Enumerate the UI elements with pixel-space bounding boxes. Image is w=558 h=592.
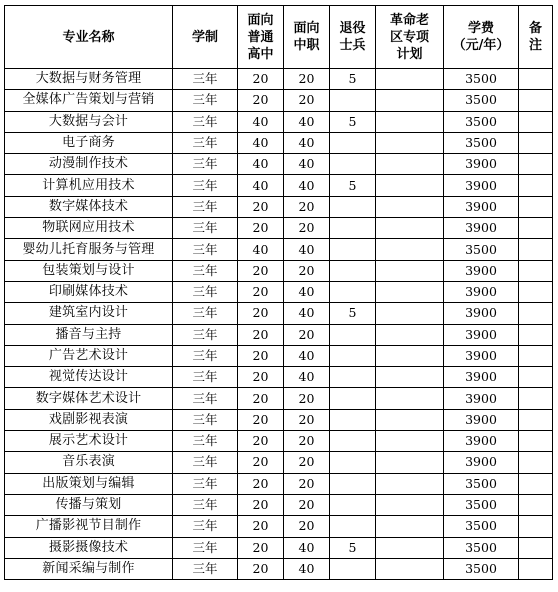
cell-major-name: 音乐表演 xyxy=(5,452,173,473)
cell-tuition: 3900 xyxy=(444,388,519,409)
cell-veterans xyxy=(330,90,376,111)
table-row xyxy=(5,132,553,153)
cell-vocational-school: 40 xyxy=(284,154,330,175)
cell-veterans xyxy=(330,409,376,430)
cell-tuition: 3500 xyxy=(444,516,519,537)
cell-vocational-school: 20 xyxy=(284,494,330,515)
cell-duration: 三年 xyxy=(173,111,238,132)
table-row xyxy=(5,175,553,196)
cell-general-high-school: 20 xyxy=(238,367,284,388)
cell-vocational-school: 40 xyxy=(284,367,330,388)
cell-vocational-school: 20 xyxy=(284,431,330,452)
cell-remarks xyxy=(519,303,553,324)
cell-vocational-school: 20 xyxy=(284,69,330,90)
cell-revolutionary-area-plan xyxy=(376,196,444,217)
header-revolutionary-area-plan xyxy=(376,6,444,69)
table-row xyxy=(5,494,553,515)
cell-veterans xyxy=(330,431,376,452)
cell-remarks xyxy=(519,281,553,302)
header-general-high-school-line: 面向 xyxy=(247,12,274,28)
cell-duration: 三年 xyxy=(173,260,238,281)
cell-remarks xyxy=(519,260,553,281)
cell-revolutionary-area-plan xyxy=(376,324,444,345)
cell-veterans: 5 xyxy=(330,111,376,132)
table-row xyxy=(5,537,553,558)
cell-general-high-school: 20 xyxy=(238,281,284,302)
cell-duration: 三年 xyxy=(173,409,238,430)
cell-tuition: 3500 xyxy=(444,132,519,153)
cell-tuition: 3900 xyxy=(444,175,519,196)
cell-revolutionary-area-plan xyxy=(376,69,444,90)
cell-remarks xyxy=(519,537,553,558)
cell-remarks xyxy=(519,175,553,196)
enrollment-table xyxy=(4,5,553,580)
header-revolutionary-area-plan-line: 区专项 xyxy=(389,29,429,45)
cell-tuition: 3900 xyxy=(444,452,519,473)
cell-vocational-school: 20 xyxy=(284,218,330,239)
cell-tuition: 3900 xyxy=(444,154,519,175)
cell-remarks xyxy=(519,239,553,260)
table-row xyxy=(5,154,553,175)
cell-vocational-school: 40 xyxy=(284,111,330,132)
cell-duration: 三年 xyxy=(173,218,238,239)
cell-veterans xyxy=(330,452,376,473)
header-major-name xyxy=(5,6,173,69)
table-row xyxy=(5,239,553,260)
cell-tuition: 3900 xyxy=(444,345,519,366)
cell-remarks xyxy=(519,218,553,239)
cell-tuition: 3500 xyxy=(444,558,519,579)
cell-revolutionary-area-plan xyxy=(376,132,444,153)
cell-remarks xyxy=(519,132,553,153)
header-revolutionary-area-plan-line: 计划 xyxy=(396,46,423,62)
cell-general-high-school: 40 xyxy=(238,132,284,153)
cell-veterans xyxy=(330,388,376,409)
header-veterans-line: 退役 xyxy=(339,21,366,36)
cell-revolutionary-area-plan xyxy=(376,388,444,409)
cell-tuition: 3900 xyxy=(444,196,519,217)
table-row xyxy=(5,409,553,430)
cell-tuition: 3900 xyxy=(444,324,519,345)
header-veterans-line: 士兵 xyxy=(339,38,366,53)
cell-revolutionary-area-plan xyxy=(376,409,444,430)
cell-remarks xyxy=(519,452,553,473)
cell-tuition: 3500 xyxy=(444,494,519,515)
cell-remarks xyxy=(519,90,553,111)
cell-major-name: 传播与策划 xyxy=(5,494,173,515)
cell-revolutionary-area-plan xyxy=(376,154,444,175)
table-row xyxy=(5,281,553,302)
cell-veterans xyxy=(330,367,376,388)
cell-major-name: 新闻采编与制作 xyxy=(5,558,173,579)
cell-major-name: 播音与主持 xyxy=(5,324,173,345)
cell-vocational-school: 40 xyxy=(284,537,330,558)
cell-veterans: 5 xyxy=(330,303,376,324)
cell-revolutionary-area-plan xyxy=(376,175,444,196)
cell-major-name: 大数据与财务管理 xyxy=(5,69,173,90)
cell-vocational-school: 20 xyxy=(284,516,330,537)
cell-veterans xyxy=(330,345,376,366)
cell-vocational-school: 40 xyxy=(284,175,330,196)
enrollment-table-container xyxy=(4,5,553,580)
cell-remarks xyxy=(519,388,553,409)
cell-general-high-school: 40 xyxy=(238,239,284,260)
cell-veterans xyxy=(330,324,376,345)
header-remarks-line: 备 xyxy=(528,21,542,36)
cell-major-name: 戏剧影视表演 xyxy=(5,409,173,430)
cell-major-name: 计算机应用技术 xyxy=(5,175,173,196)
cell-major-name: 广告艺术设计 xyxy=(5,345,173,366)
cell-remarks xyxy=(519,111,553,132)
table-body xyxy=(5,69,553,580)
cell-major-name: 电子商务 xyxy=(5,132,173,153)
cell-tuition: 3900 xyxy=(444,303,519,324)
cell-duration: 三年 xyxy=(173,388,238,409)
cell-tuition: 3900 xyxy=(444,281,519,302)
cell-vocational-school: 20 xyxy=(284,90,330,111)
table-row xyxy=(5,69,553,90)
cell-tuition: 3900 xyxy=(444,367,519,388)
cell-duration: 三年 xyxy=(173,239,238,260)
cell-tuition: 3500 xyxy=(444,111,519,132)
header-tuition xyxy=(444,6,519,69)
table-row xyxy=(5,303,553,324)
cell-remarks xyxy=(519,367,553,388)
cell-remarks xyxy=(519,409,553,430)
cell-duration: 三年 xyxy=(173,367,238,388)
header-veterans xyxy=(330,6,376,69)
cell-remarks xyxy=(519,431,553,452)
table-row xyxy=(5,218,553,239)
cell-remarks xyxy=(519,473,553,494)
cell-general-high-school: 20 xyxy=(238,409,284,430)
cell-revolutionary-area-plan xyxy=(376,558,444,579)
cell-vocational-school: 40 xyxy=(284,239,330,260)
table-row xyxy=(5,431,553,452)
cell-general-high-school: 20 xyxy=(238,537,284,558)
cell-tuition: 3500 xyxy=(444,537,519,558)
cell-duration: 三年 xyxy=(173,281,238,302)
cell-major-name: 婴幼儿托育服务与管理 xyxy=(5,239,173,260)
table-row xyxy=(5,90,553,111)
cell-revolutionary-area-plan xyxy=(376,494,444,515)
cell-tuition: 3900 xyxy=(444,218,519,239)
cell-tuition: 3500 xyxy=(444,90,519,111)
cell-vocational-school: 40 xyxy=(284,345,330,366)
cell-vocational-school: 40 xyxy=(284,558,330,579)
cell-vocational-school: 20 xyxy=(284,260,330,281)
cell-vocational-school: 40 xyxy=(284,132,330,153)
cell-duration: 三年 xyxy=(173,452,238,473)
cell-general-high-school: 20 xyxy=(238,69,284,90)
cell-tuition: 3500 xyxy=(444,473,519,494)
cell-major-name: 数字媒体艺术设计 xyxy=(5,388,173,409)
table-row xyxy=(5,345,553,366)
cell-vocational-school: 20 xyxy=(284,452,330,473)
table-row xyxy=(5,516,553,537)
cell-duration: 三年 xyxy=(173,537,238,558)
cell-veterans: 5 xyxy=(330,537,376,558)
table-row xyxy=(5,388,553,409)
cell-general-high-school: 20 xyxy=(238,494,284,515)
cell-general-high-school: 20 xyxy=(238,90,284,111)
cell-remarks xyxy=(519,558,553,579)
cell-revolutionary-area-plan xyxy=(376,218,444,239)
cell-tuition: 3900 xyxy=(444,409,519,430)
cell-duration: 三年 xyxy=(173,324,238,345)
cell-remarks xyxy=(519,69,553,90)
cell-tuition: 3500 xyxy=(444,69,519,90)
cell-general-high-school: 20 xyxy=(238,516,284,537)
table-row xyxy=(5,260,553,281)
cell-veterans xyxy=(330,239,376,260)
cell-major-name: 动漫制作技术 xyxy=(5,154,173,175)
cell-veterans xyxy=(330,281,376,302)
cell-general-high-school: 20 xyxy=(238,452,284,473)
table-row xyxy=(5,196,553,217)
cell-revolutionary-area-plan xyxy=(376,473,444,494)
cell-revolutionary-area-plan xyxy=(376,303,444,324)
cell-veterans xyxy=(330,154,376,175)
cell-tuition: 3900 xyxy=(444,260,519,281)
header-tuition-line: 学费 xyxy=(467,21,494,36)
cell-revolutionary-area-plan xyxy=(376,345,444,366)
header-major-name-line: 专业名称 xyxy=(62,29,115,45)
cell-remarks xyxy=(519,494,553,515)
cell-major-name: 全媒体广告策划与营销 xyxy=(5,90,173,111)
cell-revolutionary-area-plan xyxy=(376,367,444,388)
cell-remarks xyxy=(519,324,553,345)
header-general-high-school-line: 高中 xyxy=(247,46,274,62)
cell-veterans xyxy=(330,473,376,494)
cell-revolutionary-area-plan xyxy=(376,537,444,558)
cell-duration: 三年 xyxy=(173,90,238,111)
cell-major-name: 建筑室内设计 xyxy=(5,303,173,324)
header-duration xyxy=(173,6,238,69)
cell-major-name: 大数据与会计 xyxy=(5,111,173,132)
table-row xyxy=(5,324,553,345)
cell-general-high-school: 20 xyxy=(238,218,284,239)
header-remarks xyxy=(519,6,553,69)
cell-major-name: 广播影视节目制作 xyxy=(5,516,173,537)
cell-revolutionary-area-plan xyxy=(376,516,444,537)
cell-remarks xyxy=(519,196,553,217)
cell-general-high-school: 40 xyxy=(238,175,284,196)
cell-vocational-school: 20 xyxy=(284,409,330,430)
cell-general-high-school: 20 xyxy=(238,345,284,366)
table-row xyxy=(5,367,553,388)
cell-duration: 三年 xyxy=(173,494,238,515)
cell-veterans: 5 xyxy=(330,69,376,90)
cell-duration: 三年 xyxy=(173,431,238,452)
cell-revolutionary-area-plan xyxy=(376,281,444,302)
cell-major-name: 数字媒体技术 xyxy=(5,196,173,217)
cell-revolutionary-area-plan xyxy=(376,452,444,473)
cell-duration: 三年 xyxy=(173,196,238,217)
cell-veterans xyxy=(330,218,376,239)
cell-vocational-school: 40 xyxy=(284,303,330,324)
cell-veterans xyxy=(330,516,376,537)
header-revolutionary-area-plan-line: 革命老 xyxy=(389,12,429,28)
cell-general-high-school: 20 xyxy=(238,473,284,494)
cell-major-name: 摄影摄像技术 xyxy=(5,537,173,558)
cell-tuition: 3900 xyxy=(444,431,519,452)
table-row xyxy=(5,558,553,579)
cell-major-name: 视觉传达设计 xyxy=(5,367,173,388)
cell-general-high-school: 20 xyxy=(238,558,284,579)
cell-general-high-school: 20 xyxy=(238,303,284,324)
cell-duration: 三年 xyxy=(173,154,238,175)
header-duration-line: 学制 xyxy=(191,29,218,45)
header-vocational-school xyxy=(284,6,330,69)
header-remarks-line: 注 xyxy=(528,38,542,53)
cell-duration: 三年 xyxy=(173,473,238,494)
table-row xyxy=(5,111,553,132)
cell-duration: 三年 xyxy=(173,516,238,537)
cell-duration: 三年 xyxy=(173,69,238,90)
cell-revolutionary-area-plan xyxy=(376,239,444,260)
cell-veterans xyxy=(330,132,376,153)
cell-veterans xyxy=(330,196,376,217)
cell-general-high-school: 20 xyxy=(238,196,284,217)
cell-revolutionary-area-plan xyxy=(376,111,444,132)
header-vocational-school-line: 面向 xyxy=(293,21,320,36)
cell-major-name: 物联网应用技术 xyxy=(5,218,173,239)
header-general-high-school-line: 普通 xyxy=(247,29,274,45)
cell-general-high-school: 40 xyxy=(238,154,284,175)
header-vocational-school-line: 中职 xyxy=(293,38,320,53)
cell-veterans xyxy=(330,494,376,515)
cell-vocational-school: 40 xyxy=(284,281,330,302)
cell-vocational-school: 20 xyxy=(284,196,330,217)
cell-revolutionary-area-plan xyxy=(376,260,444,281)
cell-duration: 三年 xyxy=(173,175,238,196)
cell-revolutionary-area-plan xyxy=(376,431,444,452)
cell-general-high-school: 20 xyxy=(238,431,284,452)
cell-remarks xyxy=(519,154,553,175)
cell-vocational-school: 20 xyxy=(284,473,330,494)
cell-veterans xyxy=(330,558,376,579)
cell-vocational-school: 20 xyxy=(284,324,330,345)
cell-major-name: 出版策划与编辑 xyxy=(5,473,173,494)
cell-duration: 三年 xyxy=(173,132,238,153)
cell-remarks xyxy=(519,516,553,537)
cell-general-high-school: 20 xyxy=(238,388,284,409)
cell-major-name: 展示艺术设计 xyxy=(5,431,173,452)
table-header-row xyxy=(5,6,553,69)
cell-general-high-school: 20 xyxy=(238,324,284,345)
cell-revolutionary-area-plan xyxy=(376,90,444,111)
header-tuition-line: （元/年） xyxy=(452,38,510,53)
cell-general-high-school: 20 xyxy=(238,260,284,281)
table-row xyxy=(5,452,553,473)
table-row xyxy=(5,473,553,494)
cell-duration: 三年 xyxy=(173,345,238,366)
header-general-high-school xyxy=(238,6,284,69)
cell-general-high-school: 40 xyxy=(238,111,284,132)
cell-veterans xyxy=(330,260,376,281)
cell-major-name: 印刷媒体技术 xyxy=(5,281,173,302)
cell-duration: 三年 xyxy=(173,303,238,324)
cell-vocational-school: 20 xyxy=(284,388,330,409)
cell-remarks xyxy=(519,345,553,366)
cell-duration: 三年 xyxy=(173,558,238,579)
cell-tuition: 3500 xyxy=(444,239,519,260)
cell-major-name: 包装策划与设计 xyxy=(5,260,173,281)
cell-veterans: 5 xyxy=(330,175,376,196)
